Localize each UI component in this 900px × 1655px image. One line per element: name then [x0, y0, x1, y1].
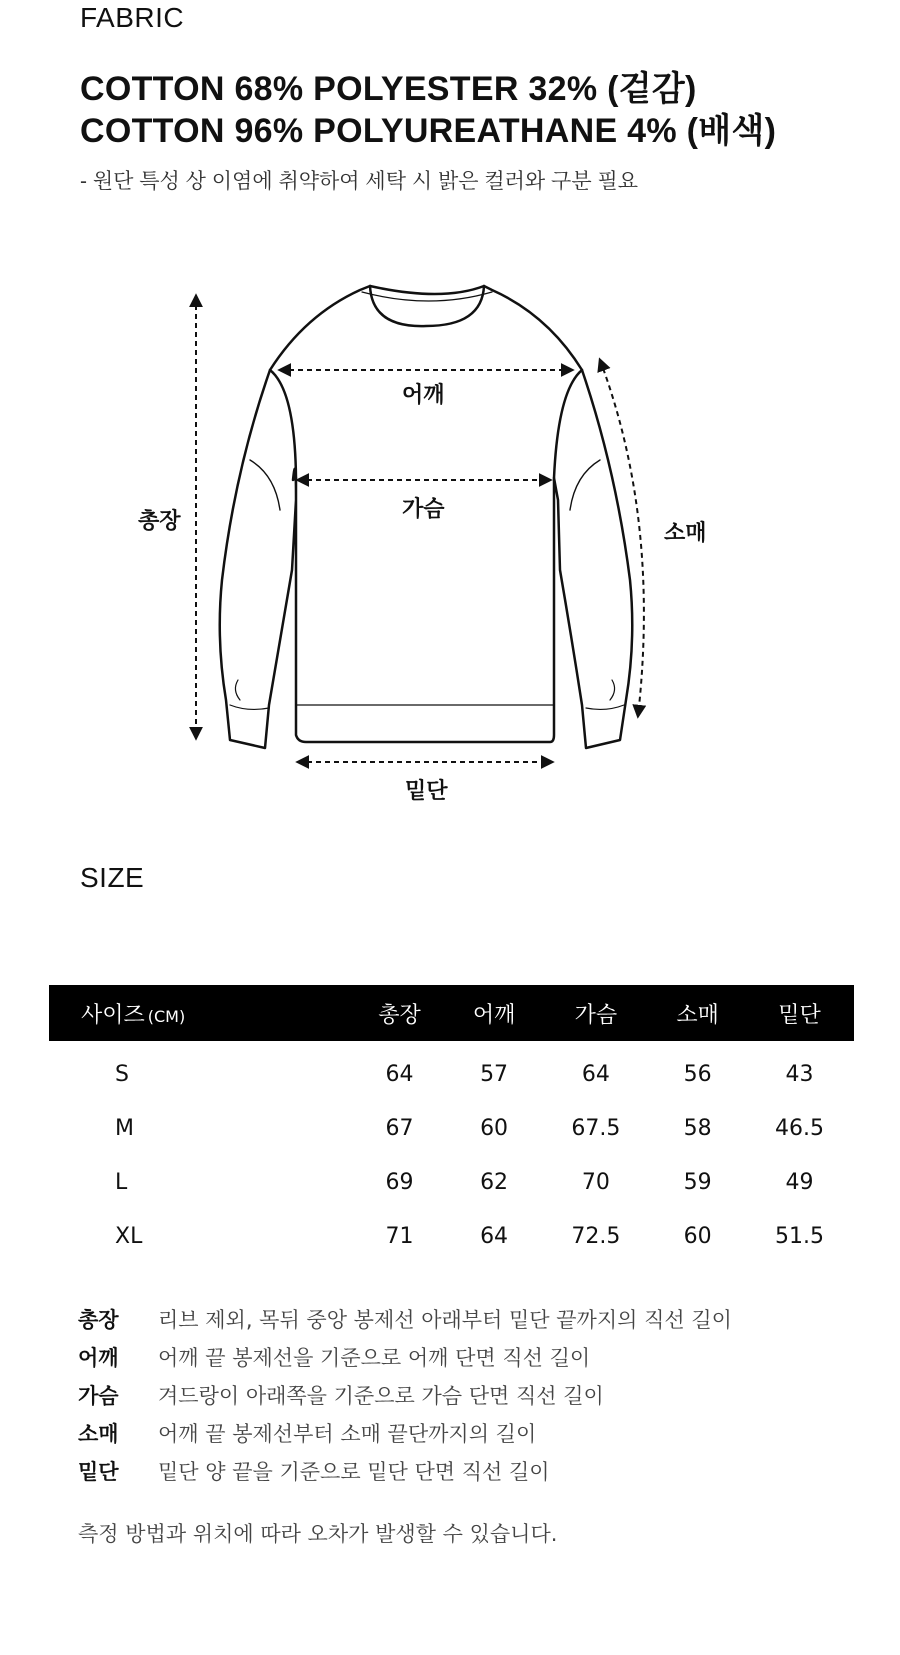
diagram-label-sleeve: 소매: [664, 520, 707, 545]
definition-term: 총장: [78, 1308, 119, 1332]
header-length: 총장: [352, 985, 447, 1041]
header-hem: 밑단: [745, 985, 854, 1041]
measurement-footnote: 측정 방법과 위치에 따라 오차가 발생할 수 있습니다.: [78, 1522, 558, 1546]
definition-term: 소매: [78, 1422, 119, 1446]
definition-desc: 겨드랑이 아래쪽을 기준으로 가슴 단면 직선 길이: [158, 1384, 604, 1408]
value-cell: 67: [385, 1115, 414, 1141]
measurement-diagram: [130, 280, 770, 840]
definition-desc: 어깨 끝 봉제선부터 소매 끝단까지의 길이: [158, 1422, 537, 1446]
value-cell: 60: [683, 1223, 712, 1249]
value-cell: 64: [480, 1223, 509, 1249]
size-cell: L: [115, 1169, 128, 1195]
size-cell: M: [115, 1115, 134, 1141]
definition-row: [78, 1414, 838, 1452]
value-cell: 64: [385, 1061, 414, 1087]
fabric-composition-main: COTTON 68% POLYESTER 32% (겉감): [80, 70, 697, 108]
table-row: [49, 1209, 854, 1263]
header-size-label: 사이즈: [81, 1002, 145, 1028]
definition-row: [78, 1338, 838, 1376]
fabric-composition-accent: COTTON 96% POLYUREATHANE 4% (배색): [80, 112, 777, 150]
diagram-label-shoulder: 어깨: [402, 382, 445, 407]
value-cell: 59: [683, 1169, 712, 1195]
size-cell: S: [115, 1061, 129, 1087]
diagram-label-length: 총장: [138, 508, 181, 533]
value-cell: 46.5: [775, 1115, 824, 1141]
header-chest: 가슴: [541, 985, 650, 1041]
diagram-label-chest: 가슴: [402, 496, 445, 521]
value-cell: 62: [480, 1169, 509, 1195]
value-cell: 72.5: [571, 1223, 621, 1249]
definition-row: [78, 1376, 838, 1414]
value-cell: 43: [785, 1061, 814, 1087]
size-heading: SIZE: [80, 862, 145, 893]
definition-row: [78, 1452, 838, 1490]
value-cell: 56: [683, 1061, 712, 1087]
definition-row: [78, 1300, 838, 1338]
table-row: [49, 1041, 854, 1101]
size-cell: XL: [115, 1223, 143, 1249]
value-cell: 70: [581, 1169, 610, 1195]
table-row: [49, 1155, 854, 1209]
fabric-heading: FABRIC: [80, 2, 185, 33]
definition-term: 어깨: [78, 1346, 119, 1370]
size-table-header-row: [49, 985, 854, 1041]
definition-desc: 어깨 끝 봉제선을 기준으로 어깨 단면 직선 길이: [158, 1346, 591, 1370]
value-cell: 58: [683, 1115, 712, 1141]
value-cell: 69: [385, 1169, 414, 1195]
measurement-definitions: [78, 1300, 838, 1490]
definition-term: 가슴: [78, 1384, 119, 1408]
value-cell: 51.5: [775, 1223, 824, 1249]
value-cell: 64: [581, 1061, 610, 1087]
value-cell: 67.5: [571, 1115, 621, 1141]
value-cell: 71: [385, 1223, 414, 1249]
sweatshirt-outline-icon: [130, 280, 770, 840]
value-cell: 57: [480, 1061, 509, 1087]
sleeve-measure-arrow: [600, 360, 644, 716]
diagram-label-hem: 밑단: [405, 778, 448, 803]
definition-desc: 리브 제외, 목뒤 중앙 봉제선 아래부터 밑단 끝까지의 직선 길이: [158, 1308, 732, 1332]
header-size: [49, 985, 352, 1041]
header-shoulder: 어깨: [447, 985, 542, 1041]
header-sleeve: 소매: [650, 985, 745, 1041]
size-table: [49, 985, 854, 1263]
definition-term: 밑단: [78, 1460, 119, 1484]
value-cell: 60: [480, 1115, 509, 1141]
table-row: [49, 1101, 854, 1155]
fabric-care-note: - 원단 특성 상 이염에 취약하여 세탁 시 밝은 컬러와 구분 필요: [80, 170, 639, 193]
value-cell: 49: [785, 1169, 814, 1195]
definition-desc: 밑단 양 끝을 기준으로 밑단 단면 직선 길이: [158, 1460, 550, 1484]
header-size-unit: (CM): [147, 1006, 186, 1026]
